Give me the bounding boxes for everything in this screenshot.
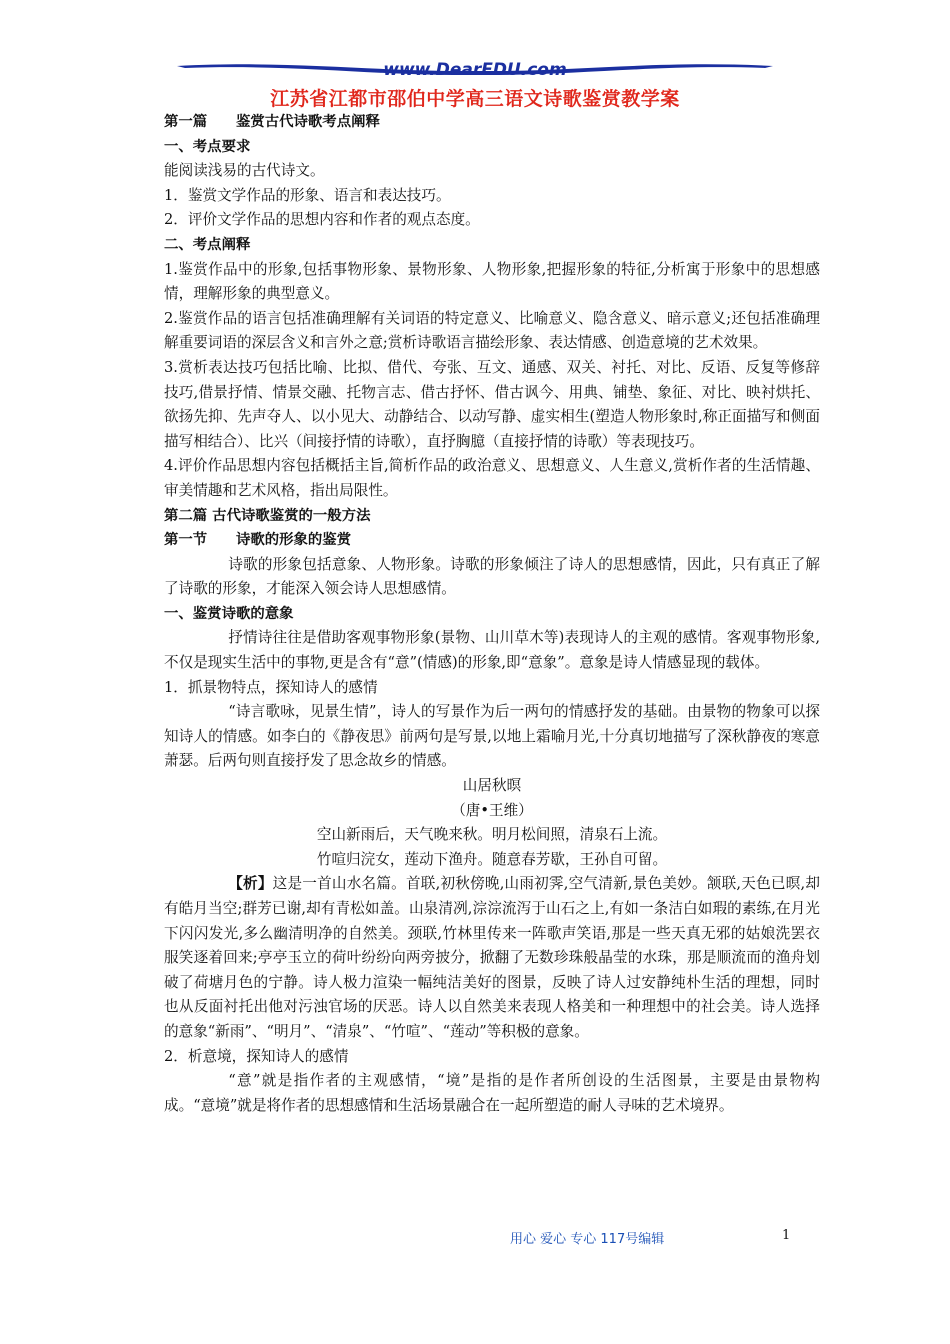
footer-motto: 用心 爱心 专心 117号编辑 [510, 1232, 665, 1247]
poem-line: 空山新雨后，天气晚来秋。明月松间照，清泉石上流。 [316, 826, 668, 844]
part-heading: 第二篇 古代诗歌鉴赏的一般方法 [164, 507, 371, 524]
list-item: 2．析意境，探知诗人的感情 [164, 1047, 349, 1065]
section-heading: 一、考点要求 [164, 138, 251, 155]
poem-author: （唐•王维） [451, 801, 533, 819]
paragraph: “诗言歌咏，见景生情”，诗人的写景作为后一两句的情感抒发的基础。由景物的物象可以探知诗人的情感。如李白的《静夜思》前两句是写景,以地上霜喻月光,十分真切地描写了深秋静夜的寒意萧瑟。后两句则直接抒发了思念故乡的情感。 [164, 703, 820, 770]
page-number: 1 [782, 1228, 791, 1243]
document-title: 江苏省江都市邵伯中学高三语文诗歌鉴赏教学案 [270, 88, 680, 110]
section-heading: 二、考点阐释 [164, 236, 251, 253]
analysis-text: 这是一首山水名篇。首联,初秋傍晚,山雨初霁,空气清新,景色美妙。颔联,天色已暝,却有皓月当空;群芳已谢,却有青松如盖。山泉清冽,淙淙流泻于山石之上,有如一条洁白如瑕的素练,在月光下闪闪发光,多么幽清明净的自然美。颈联,竹林里传来一阵歌声笑语,那是一些天真无邪的姑娘洗罢衣服笑逐着回来;亭亭玉立的荷叶纷纷向两旁披分，掀翻了无数珍珠般晶莹的水珠，那是顺流而的渔舟划破了荷塘月色的宁静。诗人极力渲染一幅纯洁美好的图景，反映了诗人过安静纯朴生活的理想，同时也从反面衬托出他对污浊官场的厌恶。诗人以自然美来表现人格美和一种理想中的社会美。诗人选择的意象“新雨”、“明月”、“清泉”、“竹喧”、“莲动”等积极的意象。 [164, 875, 820, 1040]
list-item: 1．鉴赏文学作品的形象、语言和表达技巧。 [164, 186, 451, 204]
analysis-mark: 【析】 [228, 875, 273, 893]
paragraph: 诗歌的形象包括意象、人物形象。诗歌的形象倾注了诗人的思想感情，因此，只有真正了解了诗歌的形象，才能深入领会诗人思想感情。 [164, 555, 820, 598]
part-heading: 第一篇 鉴赏古代诗歌考点阐释 [164, 114, 380, 130]
list-item: 1．抓景物特点，探知诗人的感情 [164, 678, 378, 696]
subsection-heading: 第一节 诗歌的形象的鉴赏 [164, 532, 352, 549]
paragraph: 1.鉴赏作品中的形象,包括事物形象、景物形象、人物形象,把握形象的特征,分析寓于形象中的思想感情，理解形象的典型意义。 [164, 260, 820, 303]
poem-line: 竹喧归浣女，莲动下渔舟。随意春芳歇，王孙自可留。 [316, 850, 668, 868]
paragraph: 4.评价作品思想内容包括概括主旨,简析作品的政治意义、思想意义、人生意义,赏析作者的生活情趣、审美情趣和艺术风格，指出局限性。 [164, 457, 820, 499]
paragraph: 2.鉴赏作品的语言包括准确理解有关词语的特定意义、比喻意义、隐含意义、暗示意义;还包括准确理解重要词语的深层含义和言外之意;赏析诗歌语言描绘形象、表达情感、创造意境的艺术效果。 [164, 309, 820, 352]
document-body [164, 110, 820, 1118]
paragraph: 3.赏析表达技巧包括比喻、比拟、借代、夸张、互文、通感、双关、衬托、对比、反语、反复等修辞技巧,借景抒情、情景交融、托物言志、借古抒怀、借古讽今、用典、铺垫、象征、对比、映衬烘托、欲扬先抑、先声夺人、以小见大、动静结合、以动写静、虚实相生(塑造人物形象时,称正面描写和侧面描写相结合）、比兴（间接抒情的诗歌），直抒胸臆（直接抒情的诗歌）等表现技巧。 [164, 358, 820, 450]
list-item: 2．评价文学作品的思想内容和作者的观点态度。 [164, 211, 480, 229]
poem-title: 山居秋暝 [462, 777, 522, 795]
section-heading: 一、鉴赏诗歌的意象 [164, 605, 294, 622]
paragraph: 能阅读浅易的古代诗文。 [164, 162, 325, 180]
analysis-paragraph [164, 872, 820, 1044]
site-url[interactable]: www.DearEDU.com [383, 60, 567, 80]
paragraph: 抒情诗往往是借助客观事物形象(景物、山川草木等)表现诗人的主观的感情。客观事物形象,不仅是现实生活中的事物,更是含有“意”(情感)的形象,即“意象”。意象是诗人情感显现的载体。 [164, 629, 820, 672]
paragraph: “意”就是指作者的主观感情，“境”是指的是作者所创设的生活图景，主要是由景物构成。“意境”就是将作者的思想感情和生活场景融合在一起所塑造的耐人寻味的艺术境界。 [164, 1072, 820, 1114]
